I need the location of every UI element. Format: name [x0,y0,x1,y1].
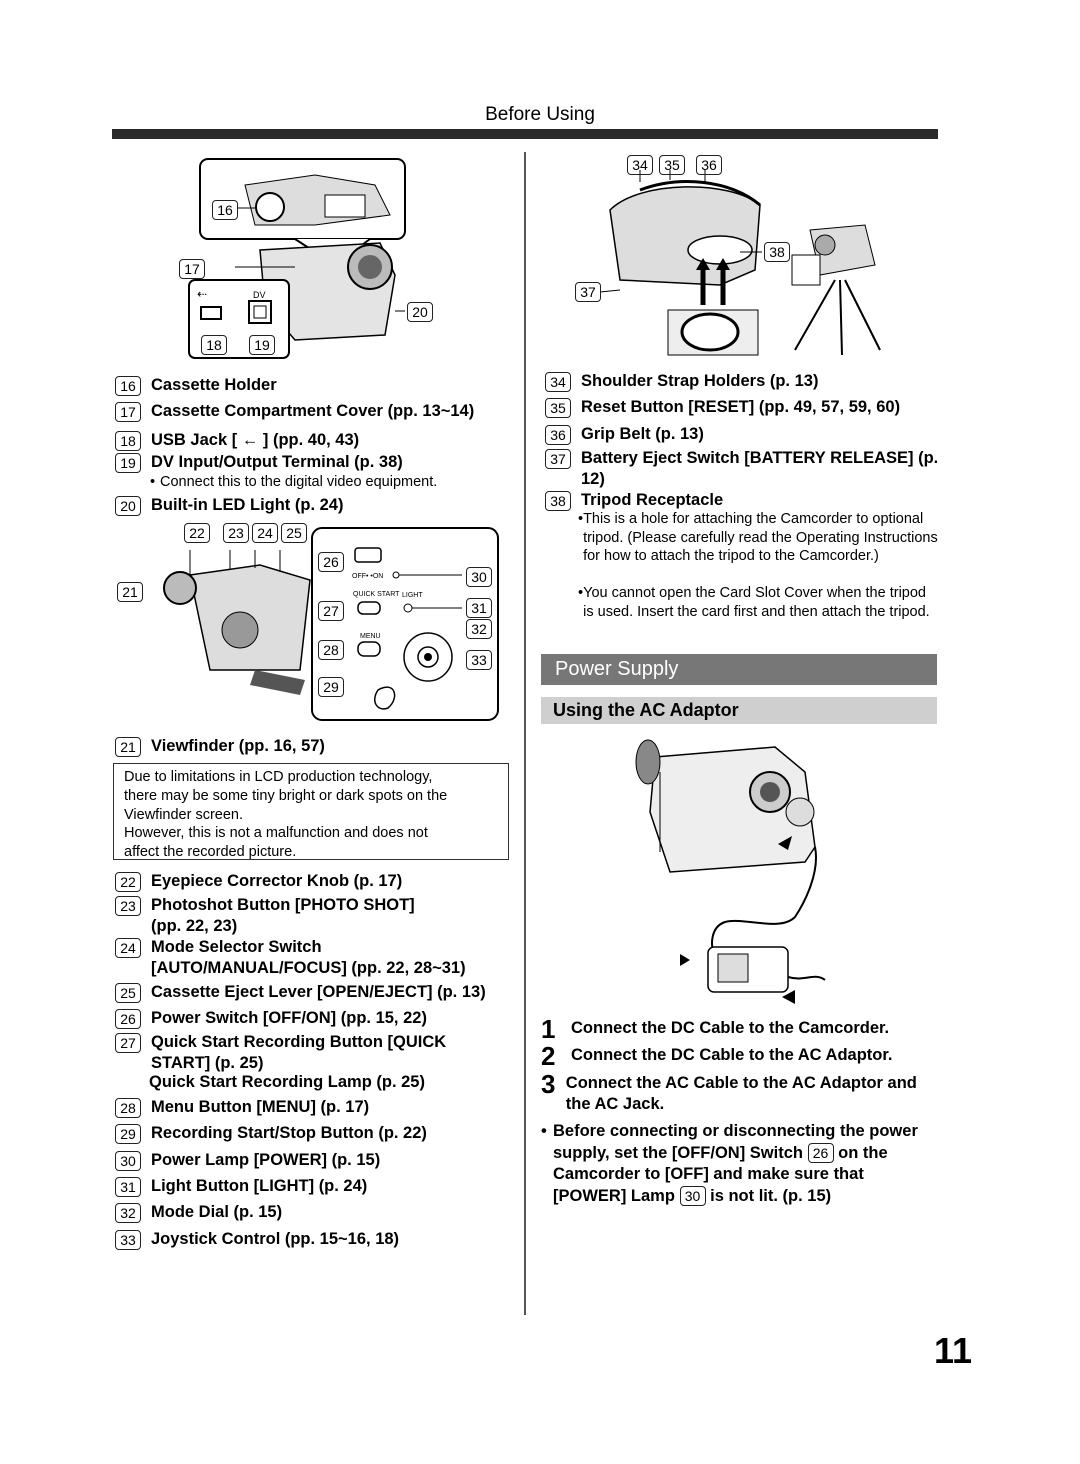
callout-28: 28 [318,640,344,660]
warning-text: is not lit. (p. 15) [710,1186,832,1205]
item-label: Mode Selector Switch [AUTO/MANUAL/FOCUS] (pp. 22, 28~31) [151,938,466,977]
list-item-32 [115,1202,515,1223]
step-1 [541,1014,941,1044]
callout-24: 24 [252,523,278,543]
callout-37: 37 [575,282,601,302]
tripod-note-text: You cannot open the Card Slot Cover when the tripod is used. Insert the card first and then attach the tripod. [583,585,930,620]
list-item-31 [115,1176,515,1197]
step-3 [541,1069,941,1115]
item-label: Quick Start Recording Button [QUICK START] (p. 25) [151,1033,447,1072]
item-label: Mode Dial (p. 15) [151,1203,283,1221]
step-text: Connect the DC Cable to the Camcorder. [571,1019,890,1037]
callout-21: 21 [117,582,143,602]
item-label: Power Lamp [POWER] (p. 15) [151,1151,381,1169]
list-item-27 [115,1032,495,1074]
item-label: Tripod Receptacle [581,491,724,509]
dv-note: • Connect this to the digital video equipment. [150,474,438,490]
list-item-34 [545,371,940,392]
dv-note-text: Connect this to the digital video equipment. [160,474,438,490]
callout-16: 16 [212,200,238,220]
notice-line: Viewfinder screen. [124,806,244,823]
item-number: 27 [115,1033,141,1053]
item-number: 28 [115,1098,141,1118]
power-warning: • Before connecting or disconnecting the power supply, set the [OFF/ON] Switch 26 on the Camcorder to [OFF] and make sure that [POWER] Lamp 30 is not lit. (p. 15) [541,1122,918,1205]
item-label: Menu Button [MENU] (p. 17) [151,1098,370,1116]
callout-33: 33 [466,650,492,670]
item-label: Joystick Control (pp. 15~16, 18) [151,1230,400,1248]
svg-text:MENU: MENU [360,633,381,640]
callout-34: 34 [627,155,653,175]
callout-17: 17 [179,259,205,279]
item-number: 29 [115,1124,141,1144]
item-number: 32 [115,1203,141,1223]
callout-38: 38 [764,242,790,262]
list-item-17 [115,401,515,422]
item-number: 19 [115,453,141,473]
list-item-29 [115,1123,515,1144]
list-item-22 [115,871,515,892]
viewfinder-notice-box [113,763,509,860]
list-item-24 [115,937,495,979]
page-header-title: Before Using [485,104,595,125]
item-label: Recording Start/Stop Button (p. 22) [151,1124,427,1142]
list-item-27-lamp [149,1072,509,1093]
list-item-26 [115,1008,515,1029]
item-number: 36 [545,425,571,445]
item-number: 20 [115,496,141,516]
warning-ref-30: 30 [680,1186,706,1206]
camcorder-jacks-illustration [175,155,440,365]
header-rule [112,129,938,139]
item-label: Light Button [LIGHT] (p. 24) [151,1177,368,1195]
item-label: Grip Belt (p. 13) [581,425,704,443]
tripod-note-2: • You cannot open the Card Slot Cover when the tripod is used. Insert the card first and then attach the tripod. [578,584,938,621]
item-number: 37 [545,449,571,469]
section-title: Power Supply [541,654,937,685]
item-number: 30 [115,1151,141,1171]
callout-26: 26 [318,552,344,572]
step-number: 2 [541,1041,556,1071]
list-item-25 [115,982,515,1003]
callout-23: 23 [223,523,249,543]
item-number: 23 [115,896,141,916]
item-number: 38 [545,491,571,511]
item-label: Viewfinder (pp. 16, 57) [151,737,325,755]
list-item-28 [115,1097,515,1118]
list-item-36 [545,424,940,445]
item-label: Photoshot Button [PHOTO SHOT] (pp. 22, 23) [151,896,415,935]
list-item-35 [545,397,940,418]
item-label: Cassette Eject Lever [OPEN/EJECT] (p. 13) [151,983,486,1001]
item-number: 35 [545,398,571,418]
tripod-note-text: This is a hole for attaching the Camcorder to optional tripod. (Please carefully read the Operating Instructions for how to attach the tripod to the Camcorder.) [583,511,938,564]
warning-ref-26: 26 [808,1143,834,1163]
step-2 [541,1041,941,1071]
list-item-20 [115,495,515,516]
section-subtitle: Using the AC Adaptor [541,697,937,724]
item-number: 31 [115,1177,141,1197]
callout-35: 35 [659,155,685,175]
item-number: 22 [115,872,141,892]
item-label: Shoulder Strap Holders (p. 13) [581,372,819,390]
item-label: Power Switch [OFF/ON] (pp. 15, 22) [151,1009,427,1027]
warning-text: on the Camcorder to [OFF] and make sure that [POWER] Lamp [553,1143,888,1205]
item-number: 25 [115,983,141,1003]
item-number: 18 [115,431,141,451]
callout-18: 18 [201,335,227,355]
callout-25: 25 [281,523,307,543]
step-text: Connect the AC Cable to the AC Adaptor and the AC Jack. [565,1074,917,1113]
step-number: 3 [541,1069,556,1099]
list-item-37 [545,448,940,490]
step-number: 1 [541,1014,556,1044]
item-label: Built-in LED Light (p. 24) [151,496,344,514]
item-label: Reset Button [RESET] (pp. 49, 57, 59, 60) [581,398,901,416]
item-number: 34 [545,372,571,392]
callout-22: 22 [184,523,210,543]
svg-text:LIGHT: LIGHT [402,592,423,599]
item-number: 16 [115,376,141,396]
callout-20: 20 [407,302,433,322]
callout-27: 27 [318,601,344,621]
item-number: 21 [115,737,141,757]
item-number: 17 [115,402,141,422]
callout-19: 19 [249,335,275,355]
callout-32: 32 [466,619,492,639]
camcorder-tripod-illustration [580,170,885,360]
tripod-note-1: • This is a hole for attaching the Camcorder to optional tripod. (Please carefully read the Operating Instructions for how to attach the tripod to the Camcorder.) [578,511,938,564]
notice-line: there may be some tiny bright or dark spots on the [124,787,448,804]
callout-31: 31 [466,598,492,618]
notice-line: Due to limitations in LCD production technology, [124,769,433,785]
item-label: Eyepiece Corrector Knob (p. 17) [151,872,403,890]
list-item-21 [115,736,515,757]
item-number: 33 [115,1230,141,1250]
list-item-18 [115,430,515,451]
svg-text:OFF• •ON: OFF• •ON [352,573,384,580]
callout-36: 36 [696,155,722,175]
column-divider [524,152,526,1315]
list-item-38 [545,490,940,511]
list-item-33 [115,1229,515,1250]
item-label: DV Input/Output Terminal (p. 38) [151,453,403,471]
item-label: USB Jack [ ← ] (pp. 40, 43) [151,431,360,449]
warning-text: Before connecting or disconnecting the power supply, set the [OFF/ON] Switch [553,1122,918,1162]
list-item-19 [115,452,515,473]
item-label: Battery Eject Switch [BATTERY RELEASE] (p. 12) [581,449,939,488]
list-item-30 [115,1150,515,1171]
item-label: Cassette Holder [151,376,277,394]
callout-29: 29 [318,677,344,697]
item-label: Quick Start Recording Lamp (p. 25) [149,1073,425,1091]
ac-adaptor-illustration [630,732,830,1004]
page-number: 11 [933,1330,972,1371]
item-number: 24 [115,938,141,958]
list-item-23 [115,895,415,937]
svg-text:DV: DV [253,290,266,300]
callout-30: 30 [466,567,492,587]
notice-line: affect the recorded picture. [124,844,297,861]
svg-text:QUICK START: QUICK START [353,591,400,598]
list-item-16 [115,375,515,396]
step-text: Connect the DC Cable to the AC Adaptor. [571,1046,893,1064]
svg-text:⇠: ⇠ [197,287,208,301]
item-number: 26 [115,1009,141,1029]
item-label: Cassette Compartment Cover (pp. 13~14) [151,402,475,420]
notice-line: However, this is not a malfunction and does not [124,825,428,842]
